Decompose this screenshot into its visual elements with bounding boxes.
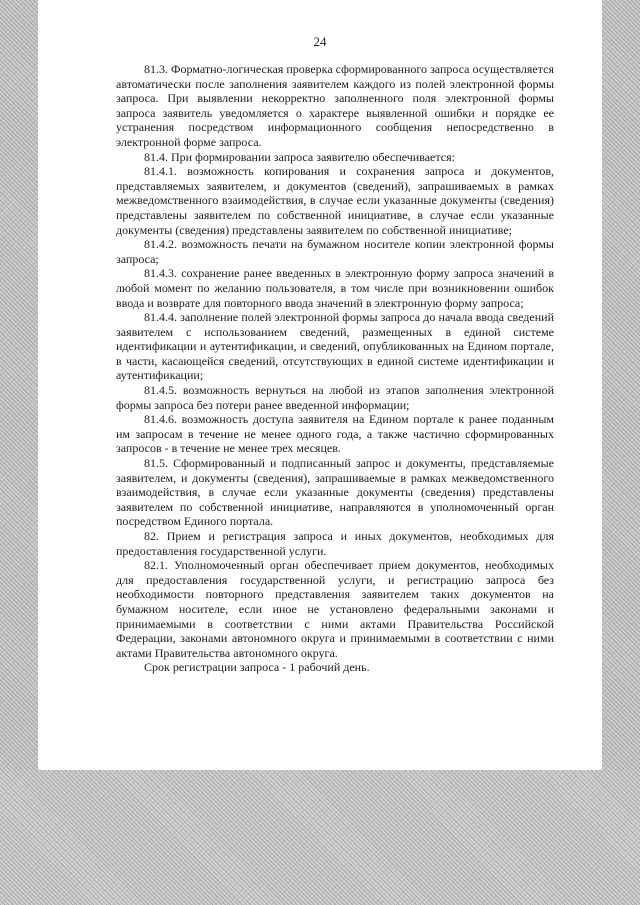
paragraph-81-4: 81.4. При формировании запроса заявителю обеспечивается: bbox=[144, 149, 455, 164]
paragraph-82: 82. Прием и регистрация запроса и иных документов, необходимых для предоставления государственной услуги. bbox=[116, 529, 554, 558]
paragraph-81-5: 81.5. Сформированный и подписанный запрос и документы, представляемые заявителем, и документы (сведения), запрашиваемые в рамках межведомственного взаимодействия, в случае если указанные документы (сведения) представлены заявителем по собственной инициативе, направляются в уполномоченный орган посредством Единого портала. bbox=[116, 456, 554, 529]
scan-border-bottom bbox=[0, 770, 640, 905]
paragraph-registration-term: Срок регистрации запроса - 1 рабочий день. bbox=[144, 660, 370, 675]
paragraph-81-4-2: 81.4.2. возможность печати на бумажном носителе копии электронной формы запроса; bbox=[116, 237, 554, 266]
paragraph-82-1: 82.1. Уполномоченный орган обеспечивает прием документов, необходимых для предоставления государственной услуги, и регистрацию запроса без необходимости повторного представления заявителем таких документов на бумажном носителе, если иное не установлено федеральными законами и принимаемыми в соответствии с ними актами Правительства Российской Федерации, законами автономного округа и принимаемыми в соответствии с ними актами Правительства автономного округа. bbox=[116, 558, 554, 660]
paragraph-81-4-5: 81.4.5. возможность вернуться на любой из этапов заполнения электронной формы запроса без потери ранее введенной информации; bbox=[116, 383, 554, 412]
document-body bbox=[116, 62, 554, 675]
paragraph-81-3: 81.3. Форматно-логическая проверка сформированного запроса осуществляется автоматически после заполнения заявителем каждого из полей электронной формы запроса. При выявлении некорректно заполненного поля электронной формы запроса заявитель уведомляется о характере выявленной ошибки и порядке ее устранения посредством информационного сообщения непосредственно в электронной форме запроса. bbox=[116, 62, 554, 149]
paragraph-81-4-1: 81.4.1. возможность копирования и сохранения запроса и документов, представляемых заявителем, и документов (сведений), запрашиваемых в рамках межведомственного взаимодействия, в случае если указанные документы (сведения) представлены заявителем по собственной инициативе, в случае если указанные документы (сведения) представлены заявителем по собственной инициативе; bbox=[116, 164, 554, 237]
paragraph-81-4-6: 81.4.6. возможность доступа заявителя на Едином портале к ранее поданным им запросам в течение не менее одного года, а также частично сформированных запросов - в течение не менее трех месяцев. bbox=[116, 412, 554, 456]
paragraph-81-4-3: 81.4.3. сохранение ранее введенных в электронную форму запроса значений в любой момент по желанию пользователя, в том числе при возникновении ошибок ввода и возврате для повторного ввода значений в электронную форму запроса; bbox=[116, 266, 554, 310]
paragraph-81-4-4: 81.4.4. заполнение полей электронной формы запроса до начала ввода сведений заявителем с использованием сведений, размещенных в единой системе идентификации и аутентификации, и сведений, опубликованных на Едином портале, в части, касающейся сведений, отсутствующих в единой системе идентификации и аутентификации; bbox=[116, 310, 554, 383]
page-number: 24 bbox=[313, 34, 327, 49]
